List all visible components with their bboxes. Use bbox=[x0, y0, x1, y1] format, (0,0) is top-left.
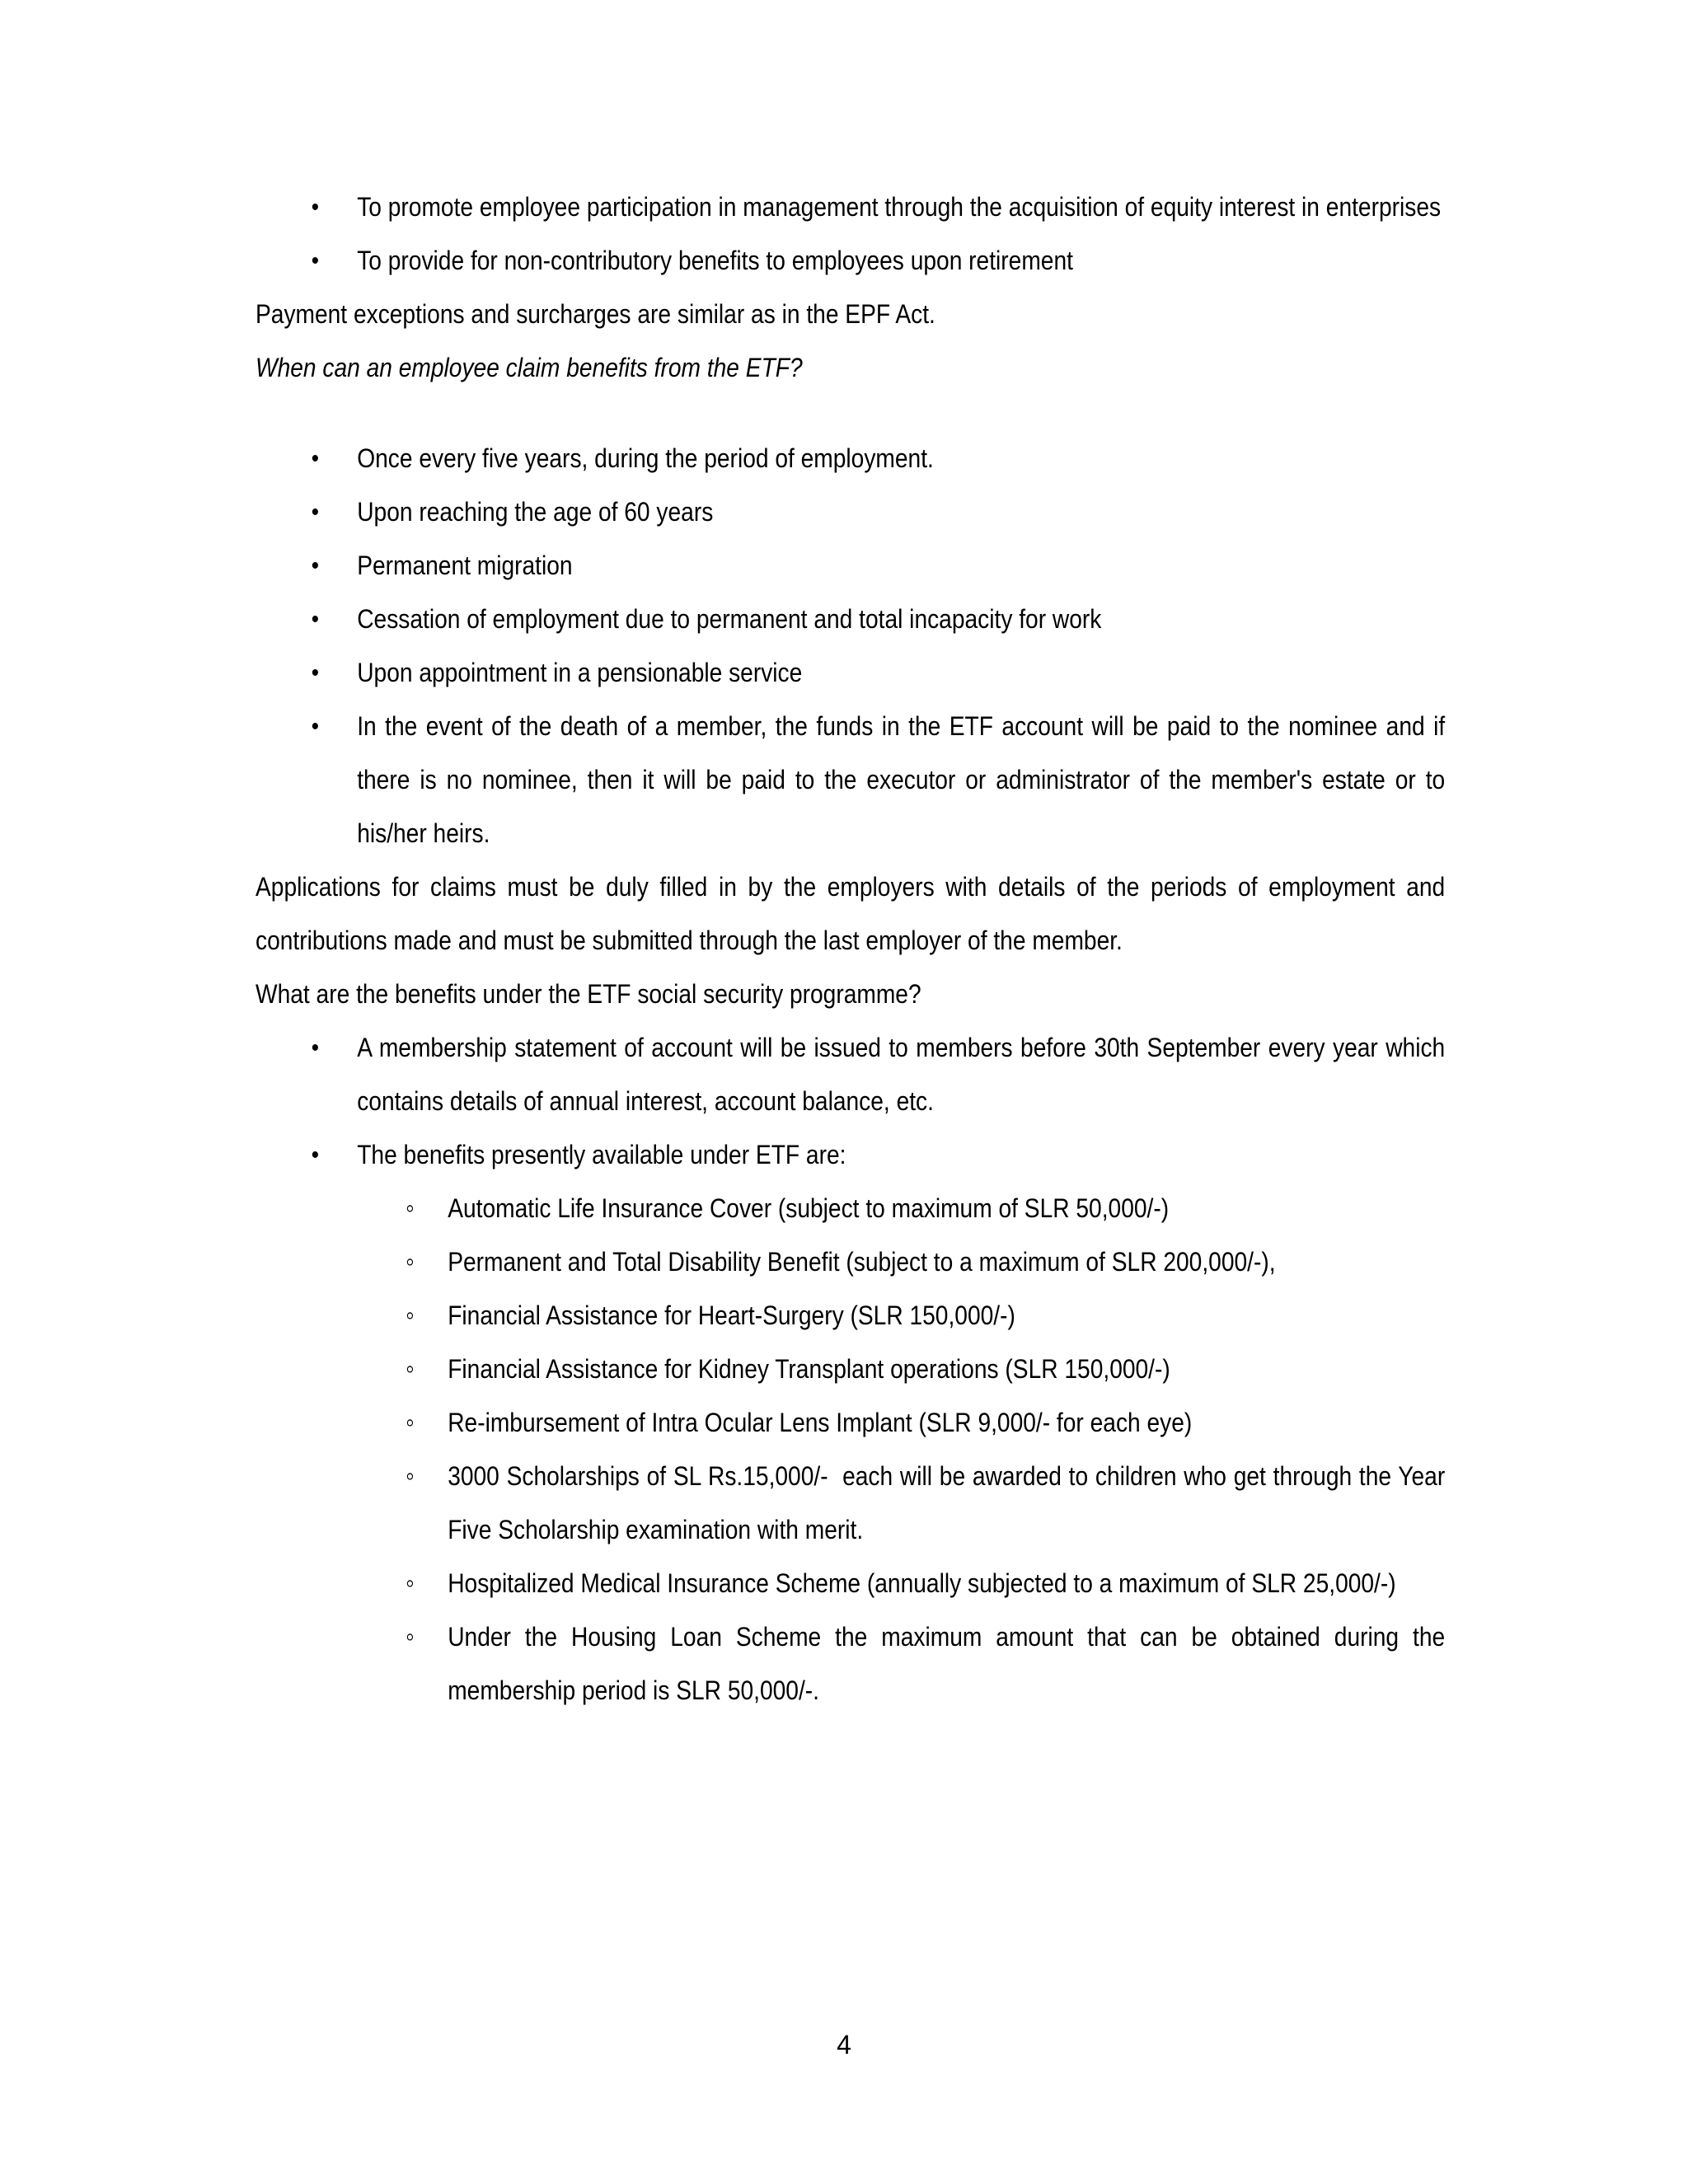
list-item bbox=[256, 1182, 1445, 1235]
bullet-icon: • bbox=[311, 659, 320, 687]
text-run: Financial Assistance for Kidney Transplant operations (SLR 150,000/-) bbox=[448, 1354, 1170, 1384]
bullet-icon: • bbox=[311, 445, 320, 472]
bullet-icon: • bbox=[311, 247, 320, 274]
list-item bbox=[256, 1610, 1445, 1718]
circle-bullet-icon: ◦ bbox=[406, 1568, 415, 1599]
bullet-icon: • bbox=[311, 499, 320, 526]
list-item bbox=[256, 1557, 1445, 1610]
paragraph bbox=[256, 860, 1445, 968]
list-item bbox=[256, 1128, 1445, 1182]
bullet-icon: • bbox=[311, 713, 320, 740]
list-item bbox=[256, 1289, 1445, 1343]
circle-bullet-icon: ◦ bbox=[406, 1407, 415, 1438]
text-run: Once every five years, during the period of employment. bbox=[357, 443, 934, 473]
bullet-icon: • bbox=[311, 194, 320, 221]
text-run: Permanent migration bbox=[357, 551, 573, 580]
circle-bullet-icon: ◦ bbox=[406, 1300, 415, 1331]
text-run: 3000 Scholarships of SL Rs.15,000/- each will be awarded to children who get through the Year Five Scholarship examination with merit. bbox=[448, 1461, 1446, 1544]
text-run: To provide for non-contributory benefits to employees upon retirement bbox=[357, 246, 1073, 275]
document-body bbox=[256, 180, 1445, 1718]
bullet-icon: • bbox=[311, 1141, 320, 1169]
text-run: In the event of the death of a member, the funds in the ETF account will be paid to the nominee and if there is no nominee, then it will be paid to the executor or administrator of the member's estate or to his/her heirs. bbox=[357, 711, 1446, 848]
text-run: Hospitalized Medical Insurance Scheme (annually subjected to a maximum of SLR 25,000/-) bbox=[448, 1568, 1396, 1598]
page-number: 4 bbox=[837, 2030, 851, 2060]
list-item bbox=[256, 485, 1445, 539]
text-run: Re-imbursement of Intra Ocular Lens Implant (SLR 9,000/- for each eye) bbox=[448, 1408, 1193, 1437]
circle-bullet-icon: ◦ bbox=[406, 1621, 415, 1652]
text-run: The benefits presently available under ETF are: bbox=[357, 1140, 846, 1169]
text-run: To promote employee participation in management through the acquisition of equity interest in enterprises bbox=[357, 192, 1442, 222]
bullet-icon: • bbox=[311, 1034, 320, 1062]
list-item bbox=[256, 180, 1445, 234]
circle-bullet-icon: ◦ bbox=[406, 1353, 415, 1385]
bullet-icon: • bbox=[311, 552, 320, 579]
list-item bbox=[256, 234, 1445, 288]
text-run: Upon appointment in a pensionable service bbox=[357, 658, 803, 687]
text-run: Under the Housing Loan Scheme the maximum amount that can be obtained during the membership period is SLR 50,000/-. bbox=[448, 1622, 1446, 1705]
list-item bbox=[256, 700, 1445, 860]
text-run: A membership statement of account will be issued to members before 30th September every year which contains details of annual interest, account balance, etc. bbox=[357, 1033, 1446, 1116]
text-run: Payment exceptions and surcharges are similar as in the EPF Act. bbox=[256, 299, 935, 329]
paragraph bbox=[256, 341, 1445, 395]
list-item bbox=[256, 539, 1445, 593]
text-run: Upon reaching the age of 60 years bbox=[357, 497, 714, 527]
list-item bbox=[256, 1021, 1445, 1128]
paragraph bbox=[256, 288, 1445, 341]
list-item bbox=[256, 1450, 1445, 1557]
text-run: Financial Assistance for Heart-Surgery (SLR 150,000/-) bbox=[448, 1301, 1015, 1330]
text-run: What are the benefits under the ETF social security programme? bbox=[256, 979, 921, 1009]
text-run: Permanent and Total Disability Benefit (subject to a maximum of SLR 200,000/-), bbox=[448, 1247, 1276, 1277]
text-run: Automatic Life Insurance Cover (subject to maximum of SLR 50,000/-) bbox=[448, 1193, 1170, 1223]
text-run: Cessation of employment due to permanent and total incapacity for work bbox=[357, 604, 1102, 634]
list-item bbox=[256, 1396, 1445, 1450]
list-item bbox=[256, 1235, 1445, 1289]
text-run: When can an employee claim benefits from the ETF? bbox=[256, 353, 803, 382]
circle-bullet-icon: ◦ bbox=[406, 1193, 415, 1224]
circle-bullet-icon: ◦ bbox=[406, 1246, 415, 1277]
list-item bbox=[256, 432, 1445, 485]
list-item bbox=[256, 1343, 1445, 1396]
paragraph bbox=[256, 968, 1445, 1021]
list-item bbox=[256, 593, 1445, 646]
circle-bullet-icon: ◦ bbox=[406, 1460, 415, 1492]
text-run: Applications for claims must be duly filled in by the employers with details of the periods of employment and contributions made and must be submitted through the last employer of the member. bbox=[256, 872, 1446, 955]
list-item bbox=[256, 646, 1445, 700]
bullet-icon: • bbox=[311, 606, 320, 633]
